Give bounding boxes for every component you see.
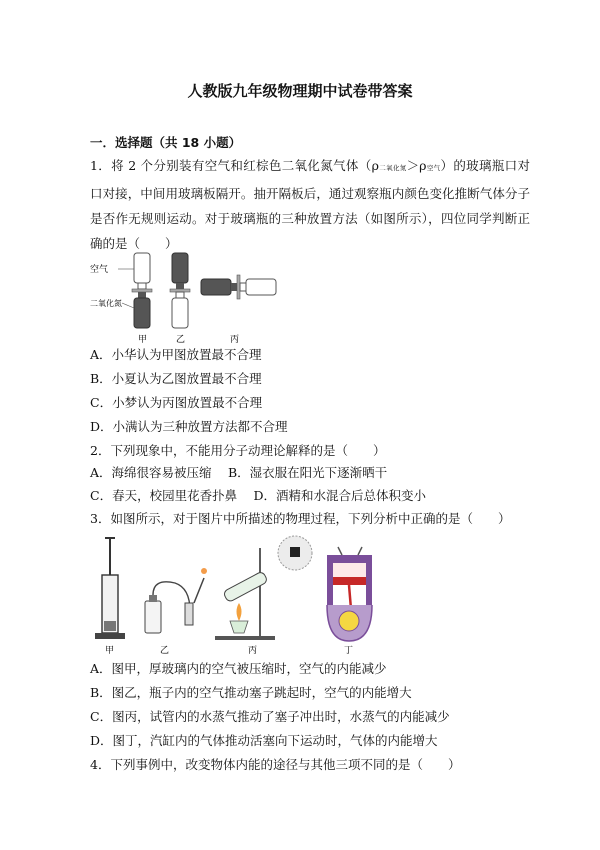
- label-jia: 甲: [138, 335, 148, 345]
- test-tube-apparatus: [215, 536, 312, 640]
- bottle-setup-yi: [170, 253, 190, 328]
- q1-option-d: D．小满认为三种放置方法都不合理: [90, 419, 288, 434]
- bottle-pump-apparatus: [145, 568, 207, 633]
- question-4-stem: 4．下列事例中，改变物体内能的途径与其他三项不同的是（ ）: [90, 757, 461, 772]
- q1-subscript-no2: 二氧化氮: [378, 164, 407, 172]
- q1-option-c: C．小梦认为丙图放置最不合理: [90, 395, 263, 410]
- bottle-setup-bing: [201, 275, 276, 299]
- q1-stem-rest: ）的玻璃瓶口对口对接，中间用玻璃板隔开。抽开隔板后，通过观察瓶内颜色变化推断气体分子是否作无规则运动。对于玻璃瓶的三种放置方法（如图所示），四位同学判断正确的是（ ）: [90, 158, 531, 251]
- question-3-stem: 3．如图所示，对于图片中所描述的物理过程，下列分析中正确的是（ ）: [90, 511, 511, 526]
- label-air: 空气: [90, 265, 109, 275]
- question-2-stem: 2．下列现象中，不能用分子动理论解释的是（ ）: [90, 443, 386, 458]
- label-no2: 二氧化氮: [90, 299, 122, 308]
- q3-option-c: C．图丙，试管内的水蒸气推动了塞子冲出时，水蒸气的内能减少: [90, 709, 450, 724]
- q3-option-b: B．图乙，瓶子内的空气推动塞子跳起时，空气的内能增大: [90, 685, 412, 700]
- question-1-stem: [90, 153, 530, 256]
- q1-option-b: B．小夏认为乙图放置最不合理: [90, 371, 262, 386]
- question-3-figure: [90, 533, 390, 658]
- q3-option-a: A．图甲，厚玻璃内的空气被压缩时，空气的内能减少: [90, 661, 387, 676]
- q2-options-row-1: A．海绵很容易被压缩 B．湿衣服在阳光下逐渐晒干: [90, 465, 388, 480]
- engine-cylinder-apparatus: [327, 547, 372, 641]
- fig3-label-jia: 甲: [105, 646, 115, 656]
- fig3-label-bing: 丙: [248, 646, 258, 656]
- q1-option-a: A．小华认为甲图放置最不合理: [90, 347, 262, 362]
- fig3-label-yi: 乙: [160, 646, 170, 656]
- q2-options-row-2: C．春天，校园里花香扑鼻 D．酒精和水混合后总体积变小: [90, 488, 427, 503]
- bottle-setup-jia: [132, 253, 152, 328]
- label-bing: 丙: [230, 335, 240, 345]
- q1-greater-than: ＞ρ: [406, 158, 427, 173]
- air-compression-apparatus: [95, 538, 125, 639]
- q1-subscript-air: 空气: [426, 164, 441, 172]
- label-yi: 乙: [176, 335, 186, 345]
- page-title: 人教版九年级物理期中试卷带答案: [187, 82, 413, 100]
- q1-stem-start: 1．将 2 个分别装有空气和红棕色二氧化氮气体（ρ: [90, 158, 379, 173]
- q3-option-d: D．图丁，汽缸内的气体推动活塞向下运动时，气体的内能增大: [90, 733, 438, 748]
- section-heading: 一．选择题（共 18 小题）: [90, 135, 242, 150]
- question-1-figure: [90, 250, 290, 345]
- fig3-label-ding: 丁: [344, 646, 354, 656]
